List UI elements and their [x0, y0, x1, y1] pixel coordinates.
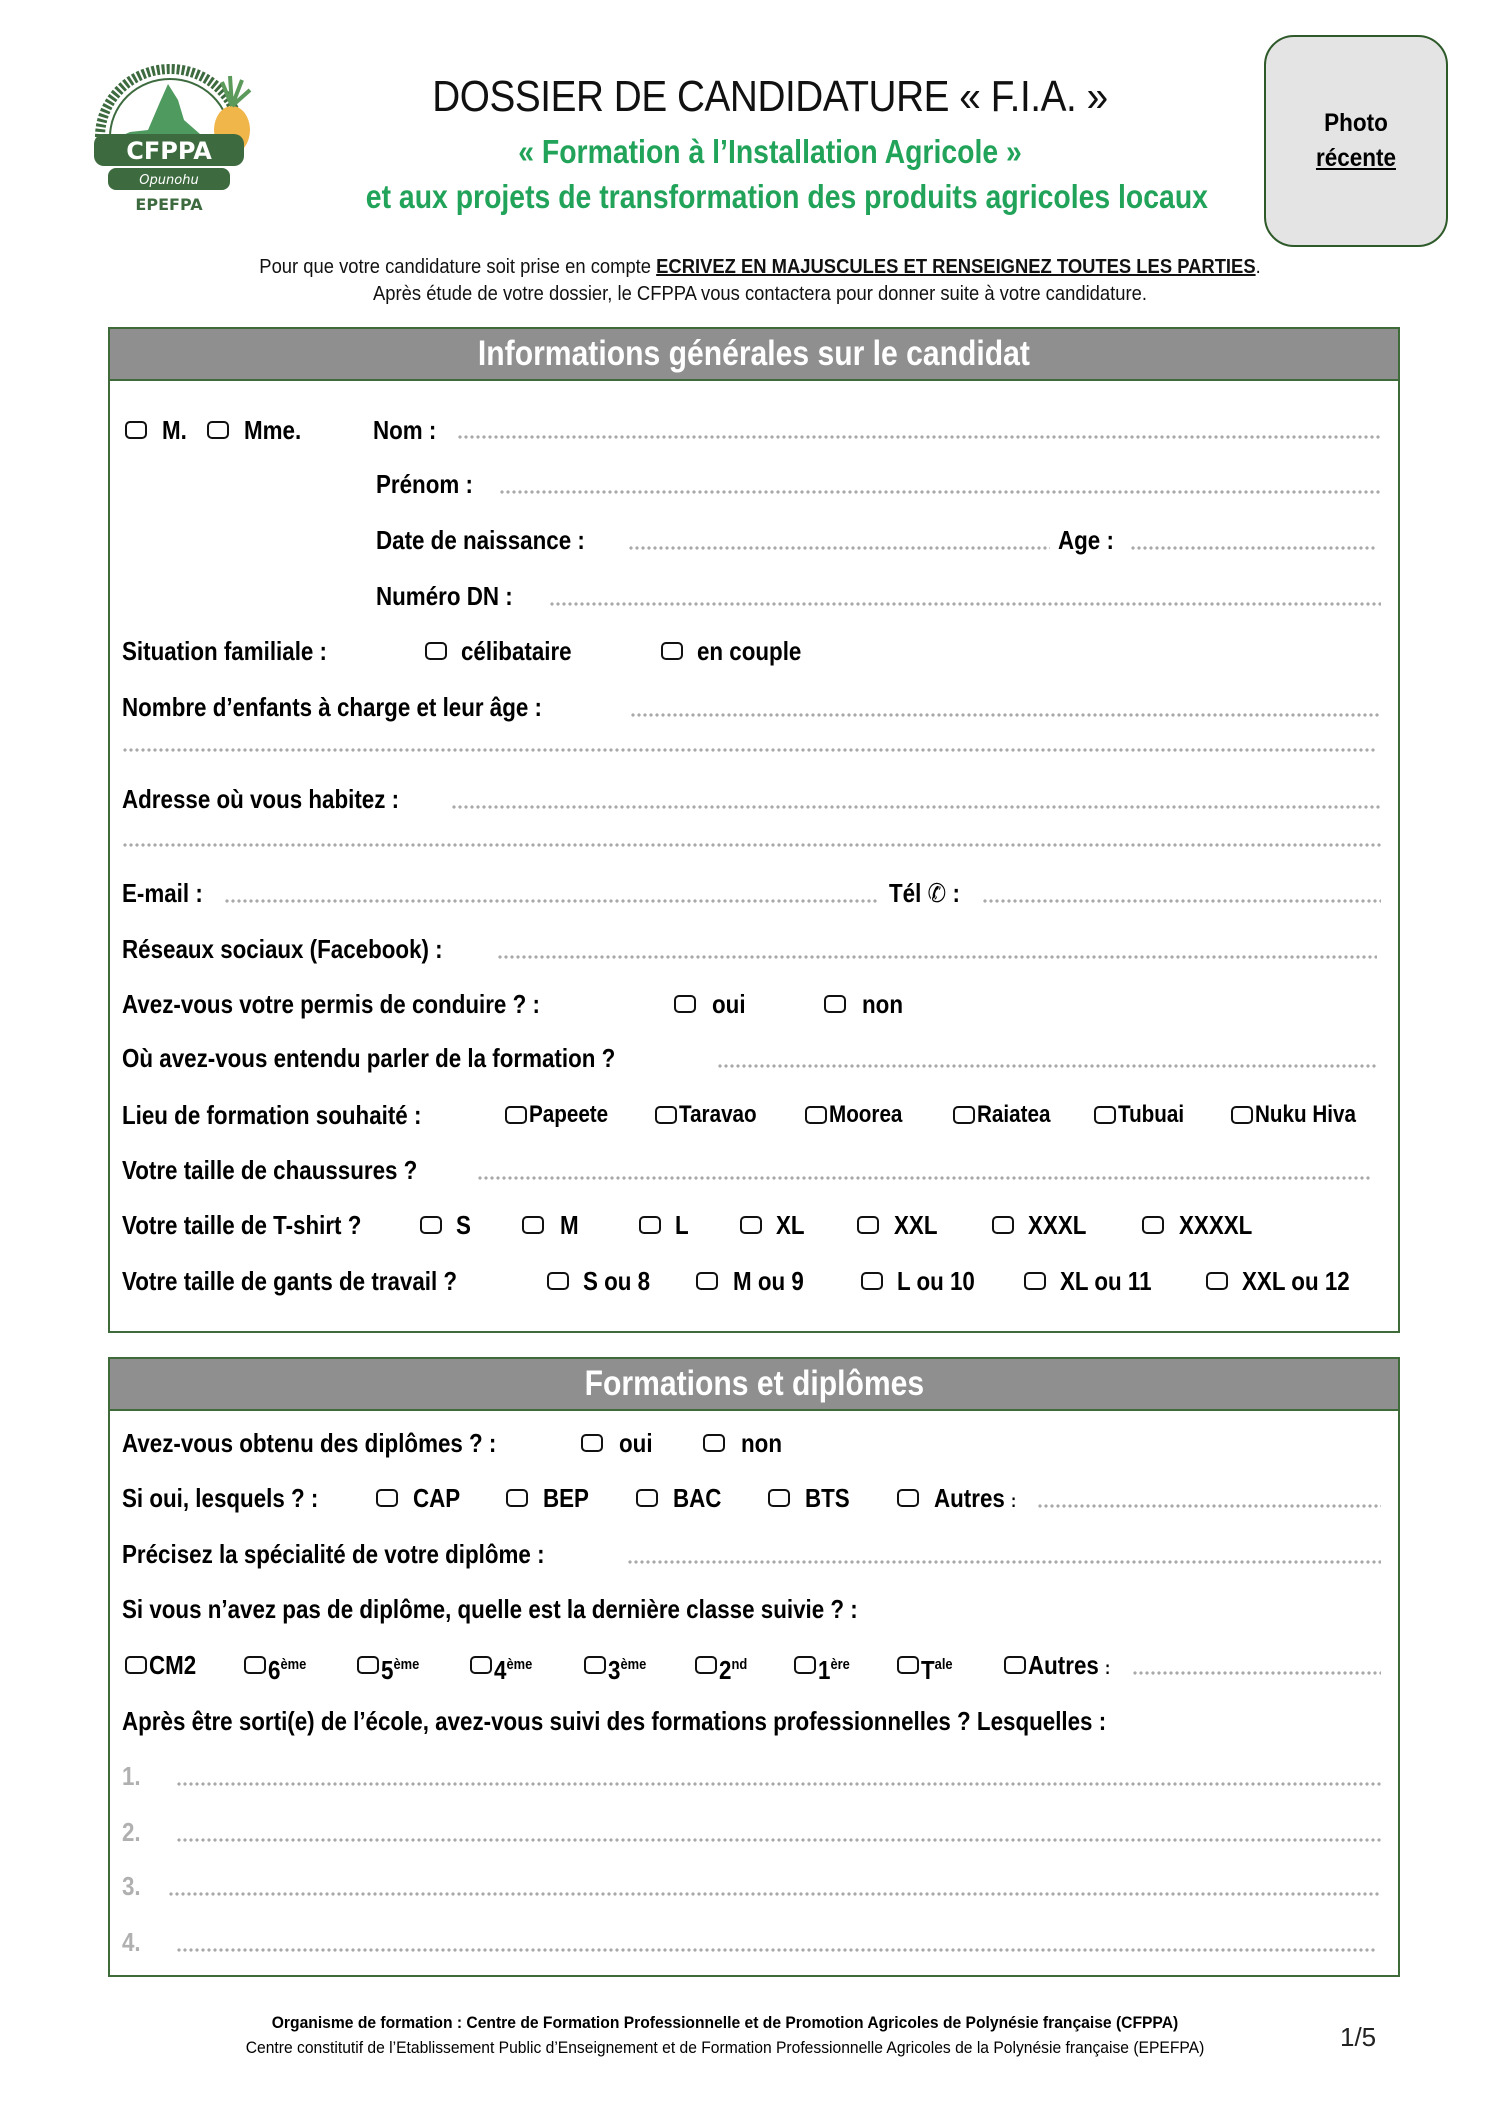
line-number-3: 3.: [122, 1871, 141, 1901]
checkbox-tshirt-xl[interactable]: [740, 1216, 762, 1234]
checkbox-diplomes-oui[interactable]: [581, 1434, 603, 1452]
option-tubuai: Tubuai: [1118, 1101, 1185, 1128]
checkbox-taravao[interactable]: [655, 1106, 677, 1124]
checkbox-cm2[interactable]: [125, 1656, 147, 1674]
svg-text:CFPPA: CFPPA: [126, 137, 212, 165]
checkbox-6eme[interactable]: [244, 1656, 266, 1674]
checkbox-cap[interactable]: [376, 1489, 398, 1507]
svg-text:EPEFPA: EPEFPA: [135, 195, 203, 214]
label-age: Age :: [1058, 525, 1114, 555]
field-adresse-line-2[interactable]: [122, 843, 1381, 847]
checkbox-bts[interactable]: [768, 1489, 790, 1507]
label-nom: Nom :: [373, 415, 437, 445]
option-permis-oui: oui: [712, 989, 746, 1019]
page-subtitle: « Formation à l’Installation Agricole »: [518, 133, 1022, 170]
field-nom[interactable]: [457, 435, 1381, 439]
label-diplomes: Avez-vous obtenu des diplômes ? :: [122, 1428, 497, 1458]
option-tshirt-xxxxl: XXXXL: [1179, 1210, 1253, 1240]
checkbox-permis-non[interactable]: [824, 995, 846, 1013]
option-papeete: Papeete: [529, 1101, 609, 1128]
option-gants-xxl: XXL ou 12: [1242, 1266, 1350, 1296]
checkbox-gants-s[interactable]: [547, 1272, 569, 1290]
checkbox-moorea[interactable]: [805, 1106, 827, 1124]
option-gants-m: M ou 9: [733, 1266, 804, 1296]
option-gants-s: S ou 8: [583, 1266, 651, 1296]
option-raiatea: Raiatea: [977, 1101, 1051, 1128]
label-gants: Votre taille de gants de travail ?: [122, 1266, 458, 1296]
cfppa-logo: [90, 62, 260, 217]
label-prenom: Prénom :: [376, 469, 473, 499]
checkbox-papeete[interactable]: [505, 1106, 527, 1124]
section-title: Informations générales sur le candidat: [110, 329, 1398, 381]
option-tshirt-xl: XL: [776, 1210, 805, 1240]
field-tel[interactable]: [982, 899, 1381, 903]
field-reseaux[interactable]: [497, 955, 1377, 959]
label-numero-dn: Numéro DN :: [376, 581, 513, 611]
option-3eme: 3ème: [608, 1655, 647, 1685]
option-tshirt-s: S: [456, 1210, 471, 1240]
option-gants-l: L ou 10: [897, 1266, 975, 1296]
instructions-line-1: Pour que votre candidature soit prise en compte ECRIVEZ EN MAJUSCULES ET RENSEIGNEZ TOUTES LES PARTIES.: [259, 256, 1261, 278]
logo-icon: [90, 62, 260, 217]
label-tel: Tél ✆ :: [889, 878, 960, 908]
instructions-line-2: Après étude de votre dossier, le CFPPA vous contactera pour donner suite à votre candidature.: [373, 283, 1147, 305]
option-taravao: Taravao: [679, 1101, 757, 1128]
option-2nd: 2nd: [719, 1655, 748, 1685]
checkbox-4eme[interactable]: [470, 1656, 492, 1674]
checkbox-bep[interactable]: [506, 1489, 528, 1507]
field-adresse[interactable]: [451, 805, 1381, 809]
label-lieu: Lieu de formation souhaité :: [122, 1100, 422, 1130]
checkbox-3eme[interactable]: [584, 1656, 606, 1674]
checkbox-gants-l[interactable]: [861, 1272, 883, 1290]
checkbox-tshirt-xxl[interactable]: [857, 1216, 879, 1234]
checkbox-tubuai[interactable]: [1094, 1106, 1116, 1124]
field-date-naissance[interactable]: [628, 546, 1050, 550]
field-formation-4[interactable]: [176, 1948, 1376, 1952]
label-tshirt: Votre taille de T-shirt ?: [122, 1210, 362, 1240]
checkbox-tshirt-s[interactable]: [420, 1216, 442, 1234]
checkbox-nuku-hiva[interactable]: [1231, 1106, 1253, 1124]
checkbox-gants-xl[interactable]: [1024, 1272, 1046, 1290]
label-formations-pro: Après être sorti(e) de l’école, avez-vous suivi des formations professionnelles ? Lesquelles :: [122, 1706, 1107, 1736]
section-title: Formations et diplômes: [110, 1359, 1398, 1411]
option-6eme: 6ème: [268, 1655, 307, 1685]
field-numero-dn[interactable]: [549, 602, 1381, 606]
field-enfants[interactable]: [630, 713, 1381, 717]
instructions-emphasis: ECRIVEZ EN MAJUSCULES ET RENSEIGNEZ TOUTES LES PARTIES: [656, 256, 1256, 278]
photo-placeholder[interactable]: [1264, 35, 1448, 247]
checkbox-gants-xxl[interactable]: [1206, 1272, 1228, 1290]
option-bts: BTS: [805, 1483, 850, 1513]
svg-text:Opunohu: Opunohu: [139, 173, 199, 188]
page-title: DOSSIER DE CANDIDATURE « F.I.A. »: [432, 72, 1108, 121]
line-number-2: 2.: [122, 1817, 141, 1847]
checkbox-celibataire[interactable]: [425, 642, 447, 660]
field-prenom[interactable]: [499, 490, 1381, 494]
field-email[interactable]: [224, 899, 878, 903]
line-number-1: 1.: [122, 1761, 141, 1791]
label-chaussures: Votre taille de chaussures ?: [122, 1155, 418, 1185]
page-subtitle-2: et aux projets de transformation des produits agricoles locaux: [365, 178, 1208, 215]
photo-label: Photo: [1324, 109, 1388, 137]
option-1ere: 1ère: [818, 1655, 850, 1685]
label-lesquels: Si oui, lesquels ? :: [122, 1483, 319, 1513]
checkbox-mme[interactable]: [207, 421, 229, 439]
checkbox-gants-m[interactable]: [696, 1272, 718, 1290]
label-email: E-mail :: [122, 878, 203, 908]
option-terminale: $T^{ale}$: [921, 1655, 953, 1685]
option-4eme: 4ème: [494, 1655, 533, 1685]
checkbox-5eme[interactable]: [357, 1656, 379, 1674]
option-tshirt-xxl: XXL: [894, 1210, 938, 1240]
checkbox-tshirt-m[interactable]: [522, 1216, 544, 1234]
phone-icon: ✆: [927, 878, 947, 908]
label-reseaux: Réseaux sociaux (Facebook) :: [122, 934, 443, 964]
line-number-4: 4.: [122, 1927, 141, 1957]
option-cap: CAP: [413, 1483, 461, 1513]
option-permis-non: non: [862, 989, 903, 1019]
field-formation-3[interactable]: [168, 1892, 1381, 1896]
option-cm2: CM2: [149, 1650, 197, 1680]
checkbox-autres-diplome[interactable]: [897, 1489, 919, 1507]
option-moorea: Moorea: [829, 1101, 903, 1128]
field-chaussures[interactable]: [477, 1176, 1370, 1180]
option-bep: BEP: [543, 1483, 589, 1513]
option-autres-diplome: Autres :: [934, 1483, 1017, 1513]
checkbox-permis-oui[interactable]: [674, 995, 696, 1013]
field-specialite[interactable]: [627, 1560, 1381, 1564]
checkbox-2nd[interactable]: [695, 1656, 717, 1674]
option-mme: Mme.: [244, 415, 302, 445]
checkbox-tshirt-l[interactable]: [639, 1216, 661, 1234]
photo-label-recent: récente: [1315, 144, 1397, 172]
field-autres-classe[interactable]: [1132, 1671, 1381, 1675]
label-adresse: Adresse où vous habitez :: [122, 784, 400, 814]
option-diplomes-non: non: [741, 1428, 782, 1458]
label-specialite: Précisez la spécialité de votre diplôme :: [122, 1539, 545, 1569]
option-nuku-hiva: Nuku Hiva: [1255, 1101, 1356, 1128]
checkbox-tshirt-xxxl[interactable]: [992, 1216, 1014, 1234]
checkbox-tshirt-xxxxl[interactable]: [1142, 1216, 1164, 1234]
field-enfants-line-2[interactable]: [122, 748, 1377, 752]
field-formation-1[interactable]: [176, 1782, 1381, 1786]
label-situation: Situation familiale :: [122, 636, 328, 666]
checkbox-raiatea[interactable]: [953, 1106, 975, 1124]
field-formation-2[interactable]: [176, 1838, 1381, 1842]
option-celibataire: célibataire: [461, 636, 572, 666]
option-5eme: 5ème: [381, 1655, 420, 1685]
option-diplomes-oui: oui: [619, 1428, 653, 1458]
option-tshirt-m: M: [560, 1210, 579, 1240]
option-m: M.: [162, 415, 187, 445]
option-en-couple: en couple: [697, 636, 802, 666]
option-bac: BAC: [673, 1483, 722, 1513]
label-date-naissance: Date de naissance :: [376, 525, 585, 555]
page-number: 1/5: [1340, 2022, 1377, 2052]
checkbox-terminale[interactable]: [897, 1656, 919, 1674]
footer-establishment: Centre constitutif de l’Etablissement Public d’Enseignement et de Formation Professionnelle Agricoles de la Polynésie française (EPEFPA): [245, 2038, 1205, 2057]
option-tshirt-l: L: [675, 1210, 689, 1240]
label-derniere-classe: Si vous n’avez pas de diplôme, quelle est la dernière classe suivie ? :: [122, 1594, 858, 1624]
field-age[interactable]: [1130, 546, 1376, 550]
checkbox-diplomes-non[interactable]: [703, 1434, 725, 1452]
checkbox-m[interactable]: [125, 421, 147, 439]
option-autres-classe: Autres :: [1028, 1650, 1111, 1680]
checkbox-autres-classe[interactable]: [1004, 1656, 1026, 1674]
option-tshirt-xxxl: XXXL: [1028, 1210, 1087, 1240]
label-enfants: Nombre d’enfants à charge et leur âge :: [122, 692, 542, 722]
label-permis: Avez-vous votre permis de conduire ? :: [122, 989, 540, 1019]
checkbox-en-couple[interactable]: [661, 642, 683, 660]
checkbox-bac[interactable]: [636, 1489, 658, 1507]
field-entendu[interactable]: [717, 1064, 1377, 1068]
label-entendu: Où avez-vous entendu parler de la formation ?: [122, 1043, 616, 1073]
checkbox-1ere[interactable]: [794, 1656, 816, 1674]
field-autres-diplome[interactable]: [1037, 1504, 1381, 1508]
option-gants-xl: XL ou 11: [1060, 1266, 1152, 1296]
footer-organisation: Organisme de formation : Centre de Formation Professionnelle et de Promotion Agricoles de Polynésie française (CFPPA): [271, 2013, 1179, 2032]
